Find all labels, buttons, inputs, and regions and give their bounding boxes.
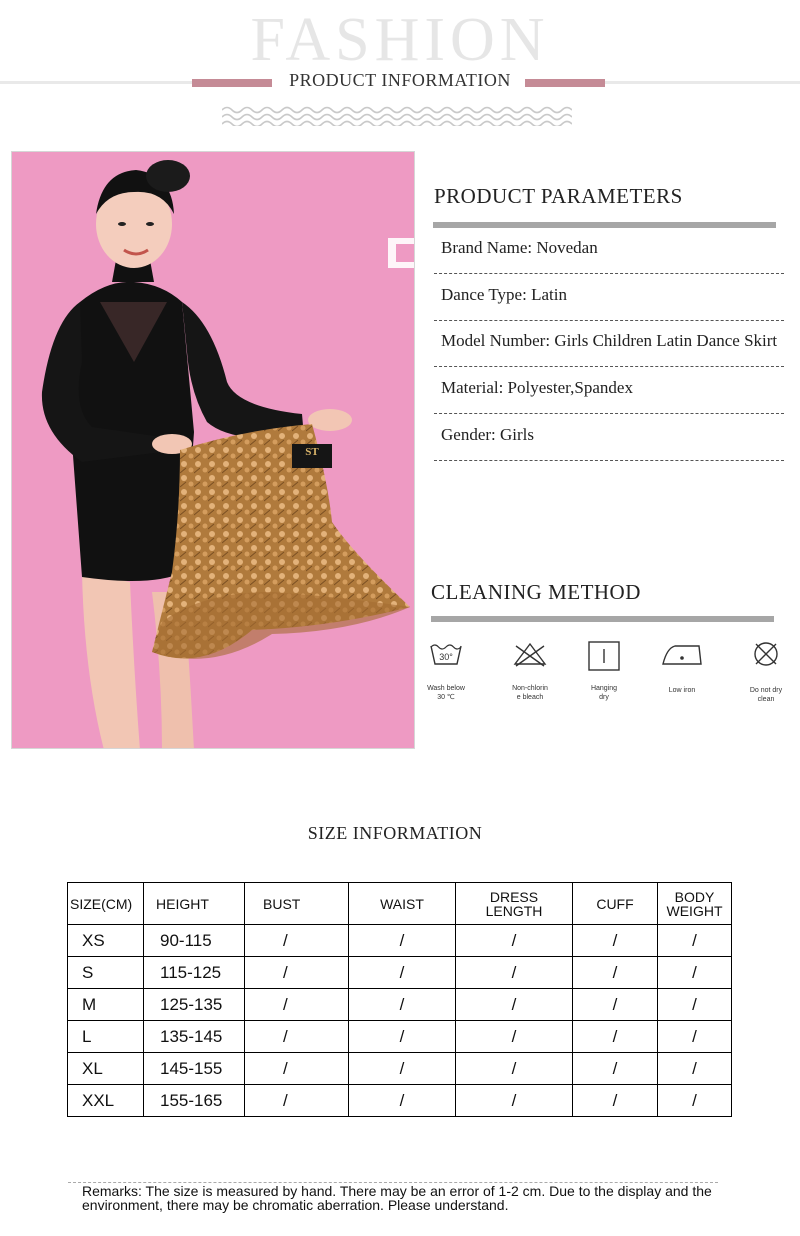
cell-dress-length: / xyxy=(456,1021,573,1053)
cell-dress-length: / xyxy=(456,957,573,989)
fashion-heading: FASHION xyxy=(250,6,550,74)
table-row xyxy=(68,989,732,1021)
cell-body-weight: / xyxy=(658,957,732,989)
brand-tag: ST xyxy=(305,446,319,458)
divider-right xyxy=(605,81,800,84)
cell-bust: / xyxy=(245,989,349,1021)
low-iron-icon xyxy=(661,640,703,668)
header-height: HEIGHT xyxy=(144,883,245,925)
care-item-dry-clean xyxy=(731,640,800,704)
param-row-material xyxy=(434,367,784,414)
care-label: Do not dry clean xyxy=(749,687,783,703)
cell-height: 155-165 xyxy=(144,1085,245,1117)
cell-cuff: / xyxy=(573,1021,658,1053)
header-waist: WAIST xyxy=(349,883,456,925)
accent-bar-right xyxy=(525,79,605,87)
param-text: Gender: Girls xyxy=(441,425,535,444)
cell-body-weight: / xyxy=(658,1085,732,1117)
no-dry-clean-icon xyxy=(748,640,784,668)
cleaning-bar xyxy=(431,616,774,622)
cell-size: S xyxy=(68,957,144,989)
cell-dress-length: / xyxy=(456,989,573,1021)
table-row xyxy=(68,1085,732,1117)
table-row xyxy=(68,925,732,957)
remarks-text: Remarks: The size is measured by hand. There may be an error of 1-2 cm. Due to the display and the environment, there may be chromatic aberration. Please understand. xyxy=(82,1183,712,1213)
cell-bust: / xyxy=(245,925,349,957)
cell-cuff: / xyxy=(573,957,658,989)
cell-height: 145-155 xyxy=(144,1053,245,1085)
svg-text:30°: 30° xyxy=(439,652,453,662)
wash-30-icon xyxy=(428,640,464,668)
cell-waist: / xyxy=(349,1085,456,1117)
care-label: Wash below 30 ℃ xyxy=(427,685,465,701)
header-bust: BUST xyxy=(245,883,349,925)
param-text: Model Number: Girls Children Latin Dance Skirt xyxy=(441,331,778,350)
no-bleach-icon xyxy=(512,640,548,668)
cell-waist: / xyxy=(349,1053,456,1085)
cleaning-method-heading: CLEANING METHOD xyxy=(431,580,641,604)
product-parameters-heading: PRODUCT PARAMETERS xyxy=(434,184,683,208)
cell-size: XS xyxy=(68,925,144,957)
cell-size: L xyxy=(68,1021,144,1053)
cell-cuff: / xyxy=(573,925,658,957)
param-text: Brand Name: Novedan xyxy=(441,238,598,257)
model-illustration xyxy=(12,152,415,749)
cell-bust: / xyxy=(245,1085,349,1117)
cell-body-weight: / xyxy=(658,1021,732,1053)
product-information-subtitle: PRODUCT INFORMATION xyxy=(289,70,511,90)
cell-body-weight: / xyxy=(658,1053,732,1085)
cell-bust: / xyxy=(245,957,349,989)
cell-dress-length: / xyxy=(456,925,573,957)
cell-waist: / xyxy=(349,925,456,957)
care-label: Hanging dry xyxy=(590,685,618,701)
param-row-dance-type xyxy=(434,274,784,321)
cell-cuff: / xyxy=(573,989,658,1021)
table-row xyxy=(68,1053,732,1085)
care-item-low-iron xyxy=(647,640,717,695)
cell-height: 115-125 xyxy=(144,957,245,989)
care-label: Non-chlorin e bleach xyxy=(512,685,548,701)
param-row-brand xyxy=(434,227,784,274)
cell-waist: / xyxy=(349,957,456,989)
cell-height: 135-145 xyxy=(144,1021,245,1053)
cell-bust: / xyxy=(245,1053,349,1085)
size-table xyxy=(67,882,732,1117)
table-row xyxy=(68,957,732,989)
param-row-model-number xyxy=(434,320,784,367)
param-text: Material: Polyester,Spandex xyxy=(441,378,633,397)
care-label: Low iron xyxy=(668,687,696,694)
header-body-weight: BODY WEIGHT xyxy=(658,883,732,925)
cell-height: 90-115 xyxy=(144,925,245,957)
hang-dry-icon xyxy=(586,640,622,672)
care-item-hang-dry xyxy=(569,640,639,702)
table-header-row xyxy=(68,883,732,925)
cell-height: 125-135 xyxy=(144,989,245,1021)
size-information-heading: SIZE INFORMATION xyxy=(307,823,483,843)
cell-cuff: / xyxy=(573,1053,658,1085)
care-item-bleach xyxy=(495,640,565,702)
cell-waist: / xyxy=(349,989,456,1021)
wave-ornament xyxy=(222,104,572,126)
cell-dress-length: / xyxy=(456,1053,573,1085)
cell-bust: / xyxy=(245,1021,349,1053)
cell-waist: / xyxy=(349,1021,456,1053)
cell-body-weight: / xyxy=(658,925,732,957)
cell-size: M xyxy=(68,989,144,1021)
cell-size: XXL xyxy=(68,1085,144,1117)
cell-body-weight: / xyxy=(658,989,732,1021)
header-cuff: CUFF xyxy=(573,883,658,925)
header-size: SIZE(CM) xyxy=(68,883,144,925)
param-row-gender xyxy=(434,414,784,461)
table-row xyxy=(68,1021,732,1053)
param-text: Dance Type: Latin xyxy=(441,285,567,304)
care-item-wash xyxy=(411,640,481,702)
header-dress-length: DRESS LENGTH xyxy=(456,883,573,925)
accent-bar-left xyxy=(192,79,272,87)
divider-left xyxy=(0,81,192,84)
product-photo xyxy=(11,151,415,749)
cell-cuff: / xyxy=(573,1085,658,1117)
cell-size: XL xyxy=(68,1053,144,1085)
cell-dress-length: / xyxy=(456,1085,573,1117)
